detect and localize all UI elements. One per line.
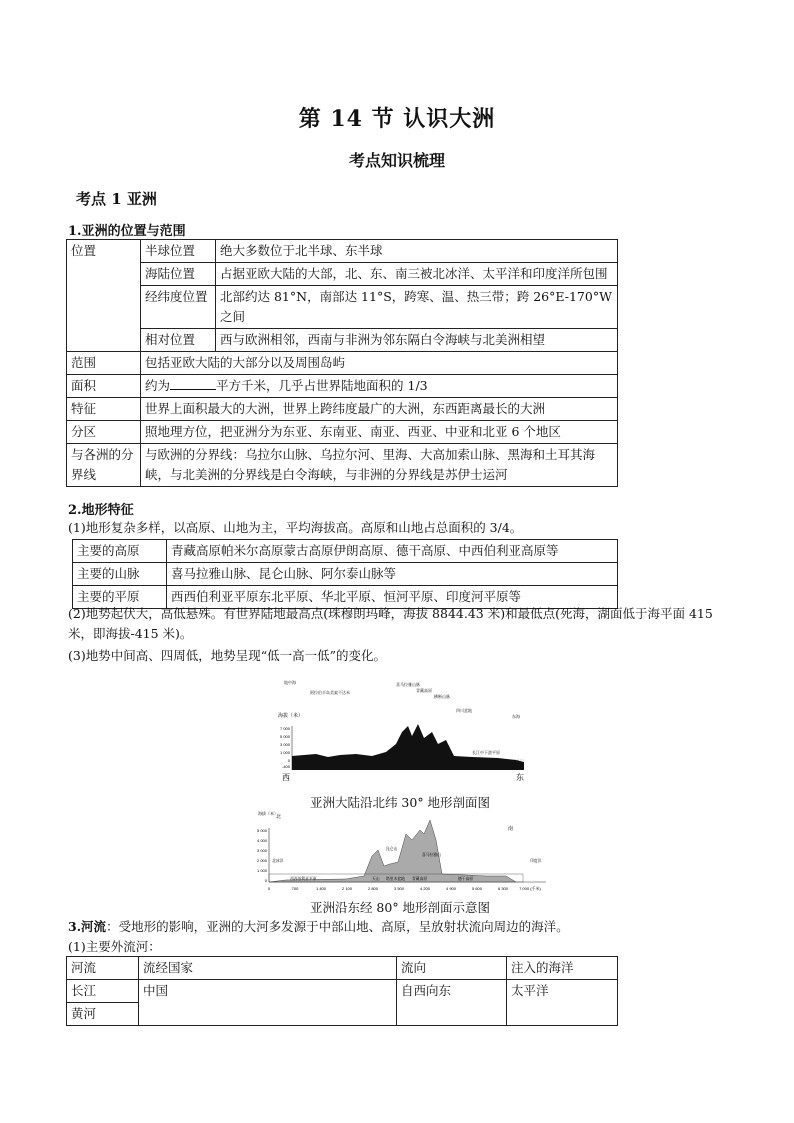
table-cell: 自西向东 [397,980,507,1026]
xtick: 4 900 [445,886,457,891]
region-label: 青藏高原 [412,877,428,881]
fig-label: 四川盆地 [456,708,472,713]
ytick: -400 [281,764,290,769]
sec3-p1: (1)主要外流河： [68,939,161,954]
fig-label: 北冰洋 [272,859,284,863]
page-subtitle: 考点知识梳理 [348,151,445,170]
row-key: 经纬度位置 [141,286,216,329]
fig-label: 阿拉伯半岛 [310,690,330,695]
row-key: 主要的平原 [73,586,167,609]
row-key: 主要的高原 [73,540,167,563]
fig-label: 东海 [512,714,520,719]
west-label: 西 [282,773,290,782]
fig-label: 横断山脉 [434,694,450,699]
sec2-p3: (3)地势中间高、四周低，地势呈现“低一高一低”的变化。 [68,648,386,663]
ytick: 1 000 [256,868,267,873]
page-title: 第 14 节 认识大洲 [298,106,496,132]
xtick: 2 800 [367,886,379,891]
fig-label: 美索不达米 [330,690,350,695]
ylabel: 海拔（米） [278,713,304,719]
profile-30n-figure [276,672,528,784]
fig2-caption: 亚洲沿东经 80° 地形剖面示意图 [309,900,491,915]
profile-80e-figure [246,810,552,896]
row-value: 包括亚欧大陆的大部分以及周围岛屿 [141,352,618,375]
table-cell: 中国 [139,980,397,1026]
ytick: 4 000 [256,838,267,843]
col-header: 流经国家 [139,957,397,980]
row-value: 喜马拉雅山脉、昆仑山脉、阿尔泰山脉等 [167,563,618,586]
col-header: 流向 [397,957,507,980]
row-value: 照地理方位，把亚洲分为东亚、东南亚、南亚、西亚、中亚和北亚 6 个地区 [141,421,618,444]
row-value: 绝大多数位于北半球、东半球 [216,240,618,263]
ylabel: 海拔（米） [258,811,278,816]
xtick: 6 300 [497,886,509,891]
fig-label: 喜马拉雅山脉 [396,682,420,687]
ytick: 3 000 [256,848,267,853]
terrain-profile [269,820,516,882]
region-label: 西西伯利亚平原 [290,877,317,881]
fig1-caption: 亚洲大陆沿北纬 30° 地形剖面图 [309,795,491,810]
row-value: 青藏高原帕米尔高原蒙古高原伊朗高原、德干高原、中西伯利亚高原等 [167,540,618,563]
region-label: 天山 [372,877,380,881]
ytick: 1 000 [279,750,290,755]
sec2-p2: (2)地势起伏大，高低悬殊。有世界陆地最高点(珠穆朗玛峰，海拔 8844.43 米)和最低点(死海，湖面低于海平面 415 米，即海拔-415 米)。 [68,606,713,641]
row-key: 分区 [67,421,141,444]
row-value: 占据亚欧大陆的大部，北、东、南三被北冰洋、太平洋和印度洋所包围 [216,263,618,286]
row-value: 西西伯利亚平原东北平原、华北平原、恒河平原、印度河平原等 [167,586,618,609]
xtick: 1 400 [315,886,327,891]
row-value: 西与欧洲相邻，西南与非洲为邻东隔白令海峡与北美洲相望 [216,329,618,352]
row-key: 与各洲的分界线 [67,444,141,487]
position-table [66,239,618,487]
mianji-post: 平方千米，几乎占世界陆地面积的 1/3 [216,378,428,393]
col-header: 注入的海洋 [507,957,618,980]
xtick: 0 [267,886,271,891]
fill-blank[interactable] [170,376,216,390]
table-cell: 长江 [67,980,139,1003]
fig-label: 印度洋 [530,859,542,863]
ytick: 0 [264,878,267,883]
row-key: 面积 [67,375,141,398]
pos-label: 位置 [67,240,141,352]
fig-label: 长江中下游平原 [472,750,500,755]
section-kaodian: 考点 1 亚洲 [76,190,157,208]
ytick: 3 000 [279,742,290,747]
row-key: 范围 [67,352,141,375]
sec2-heading: 2.地形特征 [68,503,134,518]
row-key: 相对位置 [141,329,216,352]
xtick: 2 100 [341,886,353,891]
south-label: 南 [508,826,514,832]
east-label: 东 [516,773,524,782]
row-value: 北部约达 81°N，南部达 11°S，跨寒、温、热三带；跨 26°E-170°W之间 [216,286,618,329]
col-header: 河流 [67,957,139,980]
xtick: 7 000 (千米) [519,886,541,891]
fig-label: 喜马拉雅山 [422,853,441,857]
fig-label: 伊朗高原 [368,747,384,752]
row-value [141,375,618,398]
ytick: 7 000 [279,726,290,731]
row-key: 特征 [67,398,141,421]
row-value: 世界上面积最大的大洲，世界上跨纬度最广的大洲，东西距离最长的大洲 [141,398,618,421]
ytick: 0 [287,758,290,763]
fig-label: 青藏高原 [416,688,432,693]
xtick: 5 600 [471,886,483,891]
row-key: 主要的山脉 [73,563,167,586]
table-cell: 黄河 [67,1003,139,1026]
ytick: 5 000 [256,828,267,833]
xtick: 4 200 [419,886,431,891]
row-key: 海陆位置 [141,263,216,286]
ytick: 5 000 [279,734,290,739]
fig-label: 昆仑山 [386,847,398,851]
region-label: 塔里木盆地 [386,877,405,881]
row-key: 半球位置 [141,240,216,263]
river-table [66,956,618,1026]
ytick: 2 000 [256,858,267,863]
landform-table [72,539,618,609]
sec3-heading-bold: 3.河流 [68,919,107,934]
sec3-heading [68,917,728,937]
sec2-p1: (1)地形复杂多样，以高原、山地为主，平均海拔高。高原和山地占总面积的 3/4。 [68,520,523,535]
xtick: 3 500 [393,886,405,891]
fig-label: 地中海 [284,680,296,685]
terrain-profile [292,724,524,770]
xtick: 700 [291,886,299,891]
table-cell: 太平洋 [507,980,618,1026]
north-label: 北 [276,814,282,820]
sec1-heading: 1.亚洲的位置与范围 [68,224,186,239]
row-value: 与欧洲的分界线：乌拉尔山脉、乌拉尔河、里海、大高加索山脉、黑海和土耳其海峡，与北美洲的分界线是白令海峡，与非洲的分界线是苏伊士运河 [141,444,618,487]
sec3-heading-text: ：受地形的影响，亚洲的大河多发源于中部山地、高原，呈放射状流向周边的海洋。 [106,919,569,934]
mianji-pre: 约为 [145,378,171,393]
region-label: 德干高原 [458,877,474,881]
